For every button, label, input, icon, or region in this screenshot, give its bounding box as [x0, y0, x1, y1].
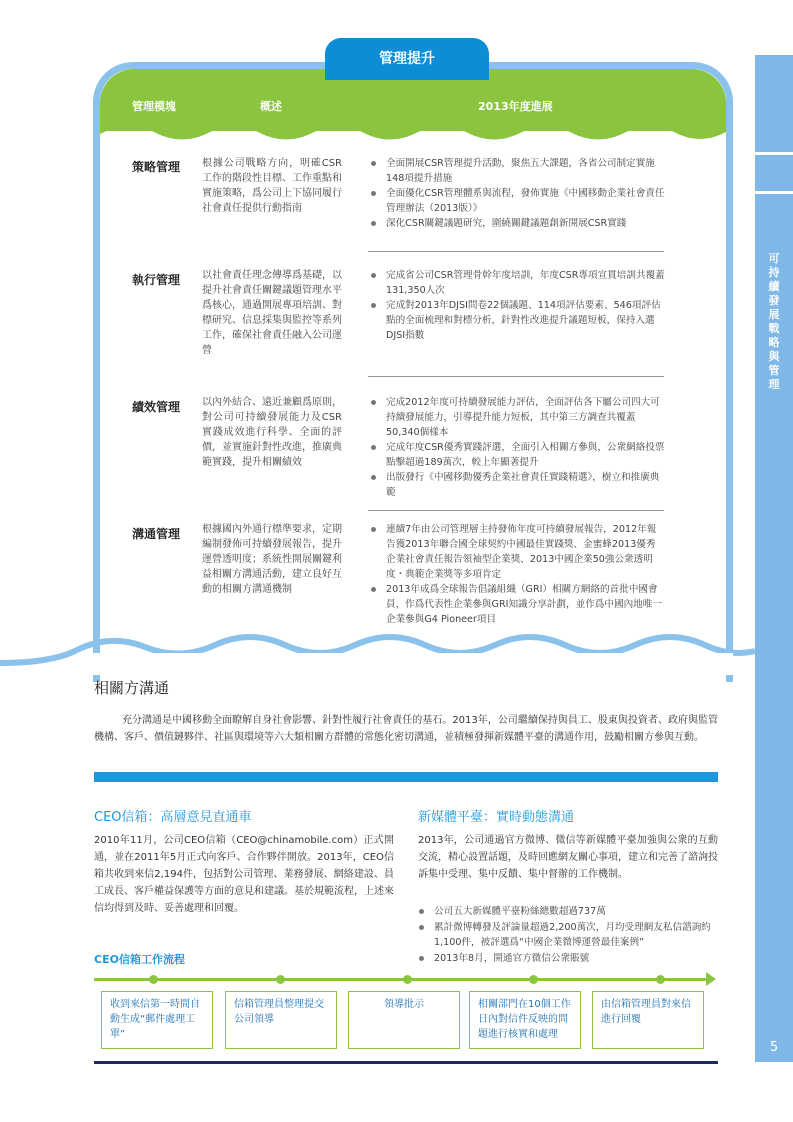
new-media-title: 新媒體平臺：實時動態溝通	[418, 810, 575, 825]
flow-dot	[529, 975, 538, 984]
flow-step-2: 信箱管理員整理提交公司領導	[225, 991, 337, 1049]
list-item: 完成年度CSR優秀實踐評選，全面引入相關方參與，公衆網絡投票點擊超過189萬次，較上年顯著提升	[370, 440, 665, 470]
chapter-title: 可 持 續 發 展 戰 略 與 管 理	[768, 252, 780, 391]
flow-step-3: 領導批示	[348, 991, 460, 1049]
list-item: 全面優化CSR管理體系與流程，發佈實施《中國移動企業社會責任管理辦法（2013版）》	[370, 186, 665, 216]
list-item: 連續7年由公司管理層主持發佈年度可持續發展報告，2012年報告獲2013年聯合國全球契約中國最佳實踐獎、金蜜蜂2013優秀企業社會責任報告領袖型企業獎、2013中國企業50強公衆透明度・典範企業獎等多項肯定	[370, 522, 665, 582]
row-title-performance: 績效管理	[132, 400, 181, 414]
flow-step-5: 由信箱管理員對來信進行回覆	[592, 991, 704, 1049]
row-list-execution	[370, 268, 665, 343]
list-item: 完成對2013年DJSI問卷22個議題、114項評估要素、546項評估點的全面梳理和對標分析，針對性改進提升議題短板，保持入選DJSI指數	[370, 298, 665, 343]
row-desc-performance: 以內外結合、遠近兼顧爲原則，對公司可持續發展能力及CSR實踐成效進行科學、全面的評價，並實施針對性改進，推廣典範實踐，提升相關績效	[202, 397, 342, 468]
new-media-text: 2013年，公司通過官方微博、微信等新媒體平臺加強與公衆的互動交流，精心設置話題，及時回應網友關心事項，建立和完善了諮詢投訴集中受理、集中反饋、集中督辦的工作機制。	[418, 835, 718, 880]
ceo-mailbox-title: CEO信箱：高層意見直通車	[94, 810, 252, 825]
row-list-communication	[370, 522, 665, 627]
flow-step-4: 相關部門在10個工作日內對信件反映的問題進行核實和處理	[469, 991, 581, 1049]
header-module: 管理模塊	[132, 100, 176, 113]
list-item: 完成2012年度可持續發展能力評估，全面評估各下屬公司四大可持續發展能力，引導提升能力短板，其中第三方調查共覆蓋50,340個樣本	[370, 395, 665, 440]
row-title-execution: 執行管理	[132, 273, 181, 287]
flow-dot	[403, 975, 412, 984]
row-list-performance	[370, 395, 665, 500]
row-desc-execution: 以社會責任理念傳導爲基礎，以提升社會責任關鍵議題管理水平爲核心，通過開展專項培訓、對標研究、信息採集與監控等系列工作，確保社會責任融入公司運營	[202, 270, 342, 356]
row-desc-strategy: 根據公司戰略方向，明確CSR工作的階段性目標、工作重點和實施策略，爲公司上下協同履行社會責任提供行動指南	[202, 158, 342, 214]
header-wave	[100, 122, 726, 152]
new-media-list	[418, 904, 718, 966]
flow-dot	[656, 975, 665, 984]
list-item: 2013年成爲全球報告倡議組織（GRI）相關方網絡的首批中國會員，作爲代表性企業參與GRI知識分享計劃，並作爲中國內地唯一企業參與G4 Pioneer項目	[370, 582, 665, 627]
flow-dot	[149, 975, 158, 984]
section-intro: 充分溝通是中國移動全面瞭解自身社會影響、針對性履行社會責任的基石。2013年，公司繼續保持與員工、股東與投資者、政府與監管機構、客戶、價值鏈夥伴、社區與環境等六大類相關方群體的常態化密切溝通，並積極發揮新媒體平臺的溝通作用，鼓勵相關方參與互動。	[94, 715, 718, 743]
section-wave	[0, 625, 793, 675]
row-list-strategy	[370, 156, 665, 231]
list-item: 累計微博轉發及評論量超過2,200萬次，月均受理網友私信諮詢約1,100件，被評選爲“中國企業微博運營最佳案例”	[418, 920, 718, 951]
flow-dot	[276, 975, 285, 984]
flow-step-1: 收到來信第一時間自動生成“郵件處理工單”	[101, 991, 213, 1049]
page-number: 5	[769, 1040, 779, 1055]
flow-line	[94, 978, 710, 981]
list-item: 全面開展CSR管理提升活動，聚焦五大課題，各省公司制定實施148項提升措施	[370, 156, 665, 186]
bottom-rule	[94, 1061, 718, 1064]
divider-bar	[94, 772, 718, 782]
row-divider	[368, 251, 664, 252]
list-item: 深化CSR關鍵議題研究，圍繞關鍵議題創新開展CSR實踐	[370, 216, 665, 231]
side-tab-top	[755, 55, 793, 152]
row-divider	[368, 510, 664, 511]
list-item: 公司五大新媒體平臺粉絲總數超過737萬	[418, 904, 718, 920]
row-divider	[368, 376, 664, 377]
row-desc-communication: 根據國內外通行標準要求，定期編制發佈可持續發展報告，提升運營透明度；系統性開展關鍵利益相關方溝通活動，建立良好互動的相關方溝通機制	[202, 524, 342, 595]
list-item: 2013年8月，開通官方微信公衆賬號	[418, 951, 718, 967]
list-item: 完成省公司CSR管理骨幹年度培訓，年度CSR專項宣貫培訓共覆蓋131,350人次	[370, 268, 665, 298]
flow-title: CEO信箱工作流程	[94, 953, 185, 966]
header-overview: 概述	[260, 100, 282, 113]
management-title: 管理提升	[325, 38, 489, 80]
section-title: 相關方溝通	[94, 679, 170, 697]
ceo-mailbox-text: 2010年11月，公司CEO信箱（CEO@chinamobile.com）正式開通，並在2011年5月正式向客戶、合作夥伴開放。2013年，CEO信箱共收到來信2,194件，包括對公司管理、業務發展、網絡建設、員工成長、客戶權益保護等方面的意見和建議。基於規範流程，上述來信均得到及時、妥善處理和回覆。	[94, 835, 394, 914]
side-tab-middle	[755, 155, 793, 191]
flow-arrow-icon	[706, 972, 716, 986]
row-title-communication: 溝通管理	[132, 527, 181, 541]
list-item: 出版發行《中國移動優秀企業社會責任實踐精選》，樹立和推廣典範	[370, 470, 665, 500]
row-title-strategy: 策略管理	[132, 160, 181, 174]
header-progress: 2013年度進展	[478, 100, 553, 113]
